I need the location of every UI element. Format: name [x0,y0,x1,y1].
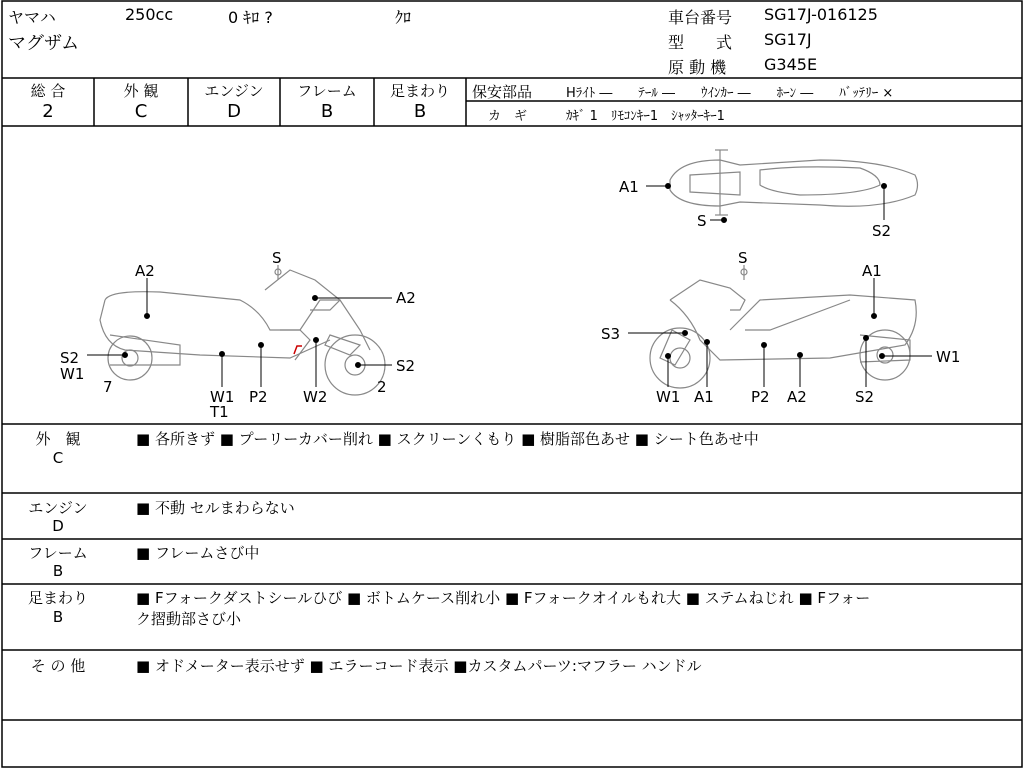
section-frame-text: ■ フレームさび中 [136,544,260,562]
label-right-a2: A2 [787,388,807,406]
safety-items: Hﾗｲﾄ ― ﾃｰﾙ ― ｳｲﾝｶｰ ― ﾎｰﾝ ― ﾊﾞｯﾃﾘｰ × [566,86,894,101]
label-left-w2: W2 [303,388,328,406]
label-right-p2: P2 [751,388,770,406]
engine-label: 原 動 機 [668,58,727,77]
top-view [670,150,918,215]
label-left-w1-rear: W1 [60,365,85,383]
grade-label-engine: エンジン [204,82,264,100]
grade-label-total: 総 合 [30,82,66,100]
section-exterior-text: ■ 各所きず ■ プーリーカバー削れ ■ スクリーンくもり ■ 樹脂部色あせ ■ シート色あせ中 [136,430,759,448]
section-frame-grade: B [52,562,64,580]
label-left-t1: T1 [210,403,229,421]
section-engine-grade: D [52,517,64,535]
mileage: 0 ｷﾛ ? [228,8,273,27]
maker: ヤマハ [8,8,56,27]
section-other-text: ■ オドメーター表示せず ■ エラーコード表示 ■カスタムパーツ:マフラー ハンドル [136,657,702,675]
model-code: SG17J [764,30,812,49]
section-other-label: そ の 他 [30,657,86,675]
label-right-w1-front: W1 [656,388,681,406]
label-left-s2-front: S2 [396,357,416,375]
right-side-view [650,265,916,388]
safety-title: 保安部品 [472,83,533,101]
section-suspension-grade: B [52,608,64,626]
label-left-a2-top: A2 [135,262,155,280]
section-suspension-label: 足まわり [27,589,88,607]
label-top-s: S [697,212,707,230]
left-side-view [100,265,385,395]
label-left-s2-rear: S2 [60,349,80,367]
grade-label-suspension: 足まわり [389,82,450,100]
label-right-a1-top: A1 [862,262,882,280]
color: ｸﾛ [395,8,412,27]
grade-value-suspension: B [413,101,427,122]
section-suspension-text-cont: ク摺動部さび小 [136,610,242,628]
label-right-a1: A1 [694,388,714,406]
frame-no: SG17J-016125 [764,5,878,24]
grade-value-engine: D [227,101,241,122]
label-left-w1: W1 [210,388,235,406]
label-left-7: 7 [103,378,113,396]
frame-no-label: 車台番号 [668,8,733,27]
model-code-label: 型 式 [668,33,733,52]
displacement: 250cc [125,5,174,24]
label-left-a2-screen: A2 [396,289,416,307]
label-left-p2: P2 [249,388,268,406]
label-right-s3: S3 [601,325,621,343]
grade-label-exterior: 外 観 [123,82,159,100]
model-name: マグザム [8,33,80,54]
section-suspension-text: ■ Fフォークダストシールひび ■ ボトムケース削れ小 ■ Fフォークオイルもれ大 ■ ステムねじれ ■ Fフォー [136,589,871,607]
label-top-s2: S2 [872,222,892,240]
section-exterior-label: 外 観 [35,430,81,448]
label-right-s2: S2 [855,388,875,406]
grade-value-frame: B [320,101,334,122]
section-exterior-grade: C [52,449,64,467]
keys: ｶｷﾞ 1 ﾘﾓｺﾝｷｰ1 ｼｬｯﾀｰｷｰ1 [566,109,725,124]
label-left-2: 2 [377,378,387,396]
grade-value-total: 2 [42,101,54,122]
key-label: カ ギ [488,109,528,124]
label-right-w1-rear: W1 [936,348,961,366]
label-left-s: S [272,249,282,267]
label-top-a1: A1 [619,178,639,196]
section-frame-label: フレーム [28,544,88,562]
engine-code: G345E [764,55,818,74]
grade-value-exterior: C [134,101,148,122]
grade-label-frame: フレーム [297,82,357,100]
section-engine-text: ■ 不動 セルまわらない [136,499,295,517]
label-right-s: S [738,249,748,267]
section-engine-label: エンジン [28,499,88,517]
